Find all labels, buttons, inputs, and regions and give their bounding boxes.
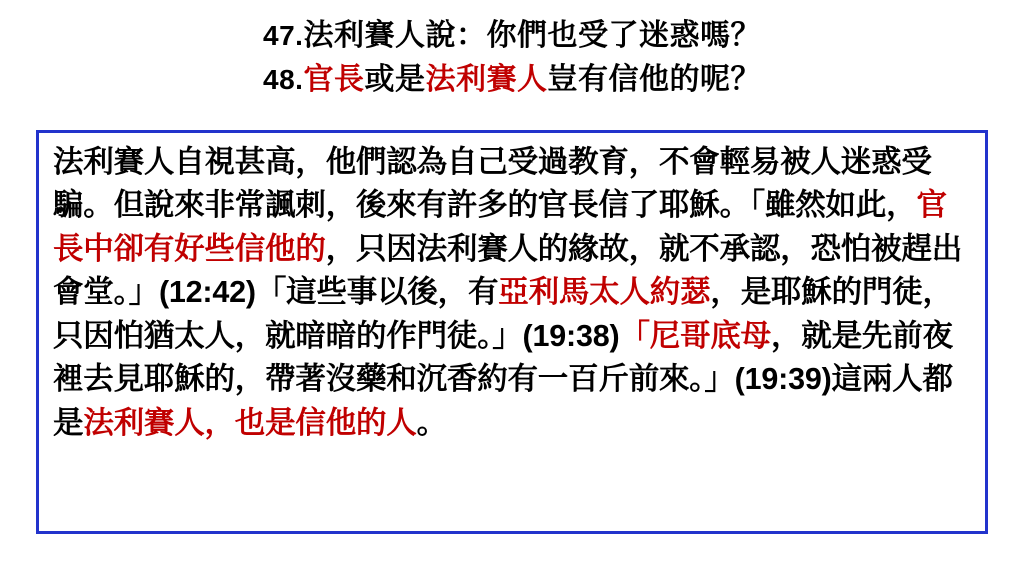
commentary-segment-1: 法利賽人自視甚高，他們認為自己受過教育，不會輕易被人迷惑受騙。但說來非常諷刺，後來有許多的官長信了耶穌。「雖然如此， [53,145,932,223]
verse-number-47: 47. [263,20,304,51]
commentary-segment-3: ，只因法利賽人的緣故，就不承認，恐怕被趕出會堂。」(12:42)「這些事以後，有 [53,231,963,310]
commentary-segment-4: 亞利馬太人約瑟 [498,275,711,310]
commentary-text [53,141,973,445]
commentary-segment-7: ，就是先前夜裡去見耶穌的，帶著沒藥和沉香約有一百斤前來。」(19:39)這兩人都是 [53,318,953,440]
verse-text-47: 法利賽人說：你們也受了迷惑嗎？ [303,19,761,52]
verse-48-segment-3: 法利賽人 [425,62,548,96]
verse-number-48: 48. [263,63,304,95]
commentary-segment-2: 官長中卻有好些信他的 [53,188,947,266]
commentary-segment-6: 「尼哥底母 [619,318,771,353]
commentary-segment-9: 。 [416,405,447,440]
verse-line-48 [40,58,984,102]
commentary-segment-5: ，是耶穌的門徒，只因怕猶太人，就暗暗的作門徒。」(19:38) [53,275,953,353]
commentary-box [36,130,988,534]
commentary-segment-8: 法利賽人，也是信他的人 [83,405,417,440]
verse-block [0,0,1024,101]
verse-48-segment-2: 或是 [364,62,426,96]
verse-line-47 [40,14,984,58]
verse-48-segment-4: 豈有信他的呢？ [547,62,761,96]
verse-48-segment-1: 官長 [303,62,365,96]
